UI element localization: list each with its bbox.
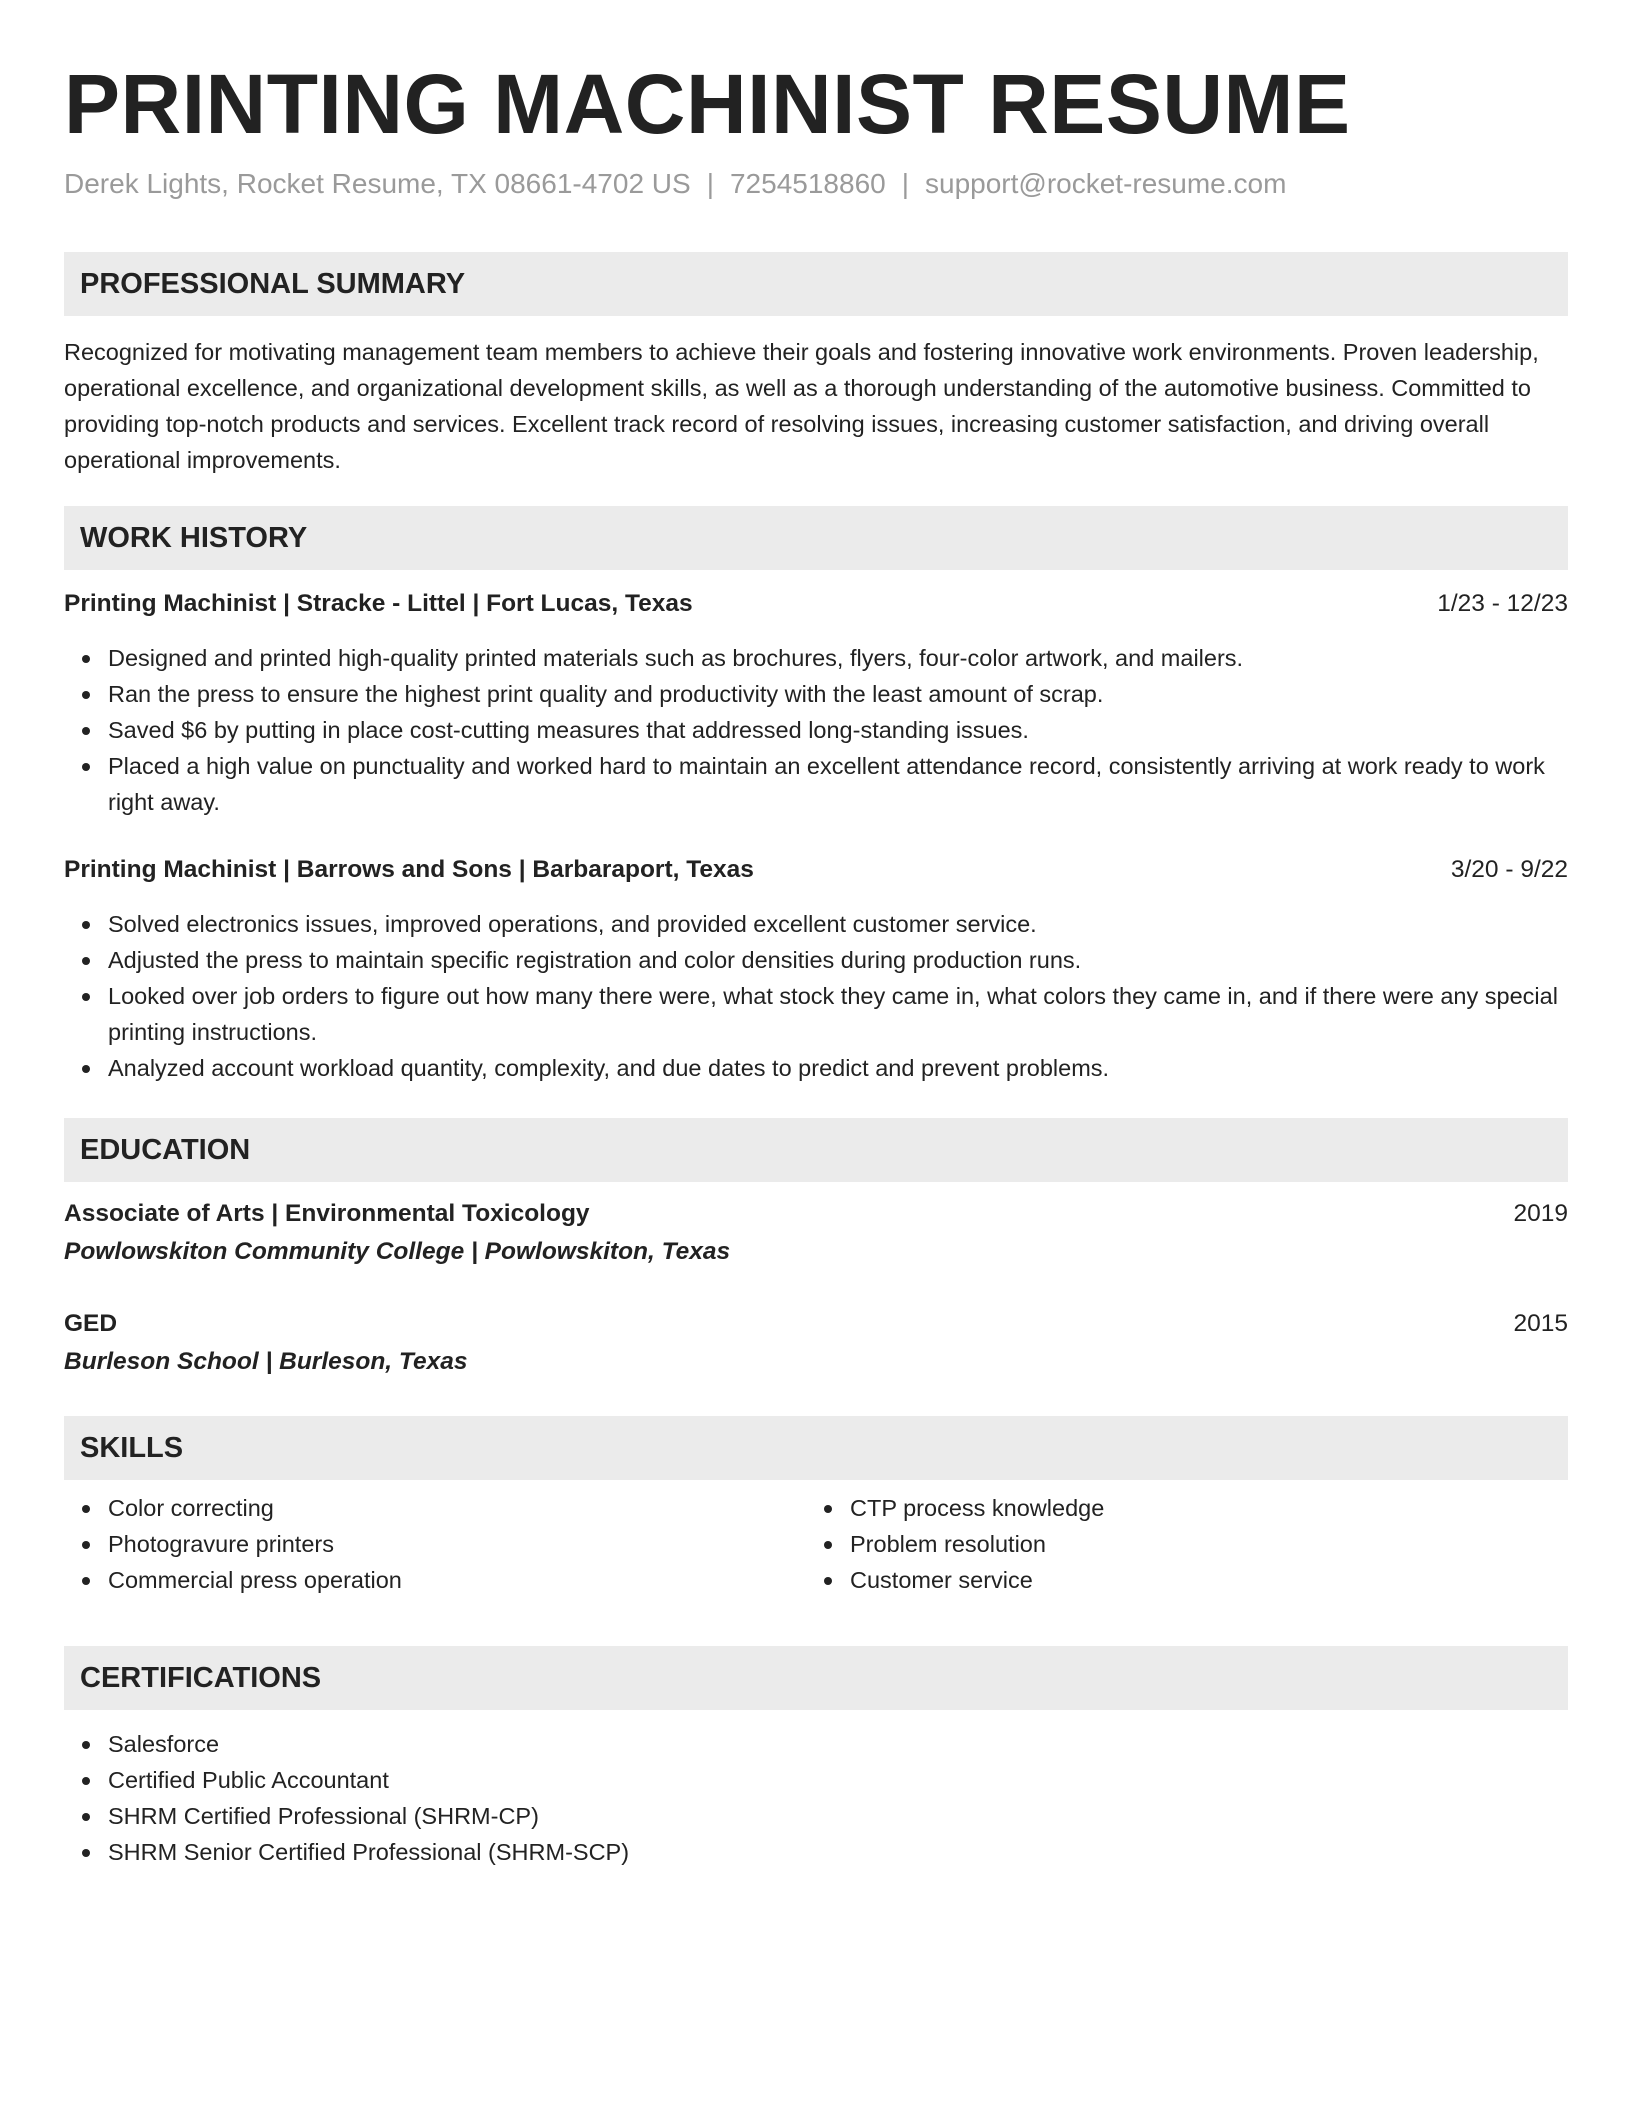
- section-header-skills: [64, 1416, 1568, 1480]
- section-title-summary: PROFESSIONAL SUMMARY: [80, 268, 466, 300]
- contact-separator: |: [706, 168, 714, 199]
- section-title-skills: SKILLS: [80, 1432, 184, 1464]
- education-degree: GED: [64, 1310, 118, 1337]
- list-item: Color correcting: [108, 1490, 808, 1526]
- summary-text: Recognized for motivating management team members to achieve their goals and fostering innovative work environments. Proven leadership, operational excellence, and organizational development skills, as well as a thorough understanding of the automotive business. Committed to providing top-notch products and services. Excellent track record of resolving issues, increasing customer satisfaction, and driving overall operational improvements.: [64, 339, 1539, 473]
- list-item: Certified Public Accountant: [108, 1762, 1568, 1798]
- list-item: Ran the press to ensure the highest print quality and productivity with the least amount of scrap.: [108, 676, 1568, 712]
- section-header-certifications: [64, 1646, 1568, 1710]
- job-dates: 3/20 - 9/22: [1450, 856, 1568, 883]
- job-header: [64, 852, 1568, 888]
- skills-list-right: [806, 1490, 1550, 1598]
- education-year: 2019: [1513, 1200, 1568, 1227]
- list-item: Analyzed account workload quantity, complexity, and due dates to predict and prevent problems.: [108, 1050, 1568, 1086]
- education-degree: Associate of Arts | Environmental Toxicology: [64, 1200, 590, 1227]
- list-item: Designed and printed high-quality printed materials such as brochures, flyers, four-color artwork, and mailers.: [108, 640, 1568, 676]
- certifications-list: [64, 1726, 1568, 1870]
- education-school: Burleson School | Burleson, Texas: [64, 1348, 468, 1375]
- job-title: Printing Machinist | Barrows and Sons | Barbaraport, Texas: [64, 856, 754, 883]
- education-header: [64, 1196, 1568, 1232]
- section-title-work-history: WORK HISTORY: [80, 522, 308, 554]
- list-item: Problem resolution: [850, 1526, 1550, 1562]
- section-title-certifications: CERTIFICATIONS: [80, 1662, 322, 1694]
- list-item: Saved $6 by putting in place cost-cutting measures that addressed long-standing issues.: [108, 712, 1568, 748]
- list-item: Placed a high value on punctuality and worked hard to maintain an excellent attendance record, consistently arriving at work ready to work right away.: [108, 748, 1568, 820]
- contact-address: Derek Lights, Rocket Resume, TX 08661-4702 US: [64, 168, 691, 199]
- job-bullets: [64, 640, 1568, 820]
- education-year: 2015: [1513, 1310, 1568, 1337]
- job-bullets: [64, 906, 1568, 1086]
- list-item: Salesforce: [108, 1726, 1568, 1762]
- list-item: Looked over job orders to figure out how many there were, what stock they came in, what colors they came in, and if there were any special printing instructions.: [108, 978, 1568, 1050]
- list-item: SHRM Certified Professional (SHRM-CP): [108, 1798, 1568, 1834]
- job-dates: 1/23 - 12/23: [1437, 590, 1568, 617]
- section-header-summary: [64, 252, 1568, 316]
- contact-line: [64, 166, 1286, 202]
- contact-email: support@rocket-resume.com: [925, 168, 1287, 199]
- skills-list-left: [64, 1490, 808, 1598]
- list-item: Adjusted the press to maintain specific registration and color densities during production runs.: [108, 942, 1568, 978]
- job-title: Printing Machinist | Stracke - Littel | Fort Lucas, Texas: [64, 590, 693, 617]
- list-item: Commercial press operation: [108, 1562, 808, 1598]
- list-item: SHRM Senior Certified Professional (SHRM-SCP): [108, 1834, 1568, 1870]
- list-item: Solved electronics issues, improved operations, and provided excellent customer service.: [108, 906, 1568, 942]
- list-item: Photogravure printers: [108, 1526, 808, 1562]
- resume-title: PRINTING MACHINIST RESUME: [64, 57, 1351, 151]
- education-school: Powlowskiton Community College | Powlowskiton, Texas: [64, 1238, 731, 1265]
- education-header: [64, 1306, 1568, 1342]
- job-header: [64, 586, 1568, 622]
- section-title-education: EDUCATION: [80, 1134, 251, 1166]
- contact-separator: |: [901, 168, 909, 199]
- section-header-work-history: [64, 506, 1568, 570]
- list-item: Customer service: [850, 1562, 1550, 1598]
- contact-phone: 7254518860: [729, 168, 886, 199]
- list-item: CTP process knowledge: [850, 1490, 1550, 1526]
- section-header-education: [64, 1118, 1568, 1182]
